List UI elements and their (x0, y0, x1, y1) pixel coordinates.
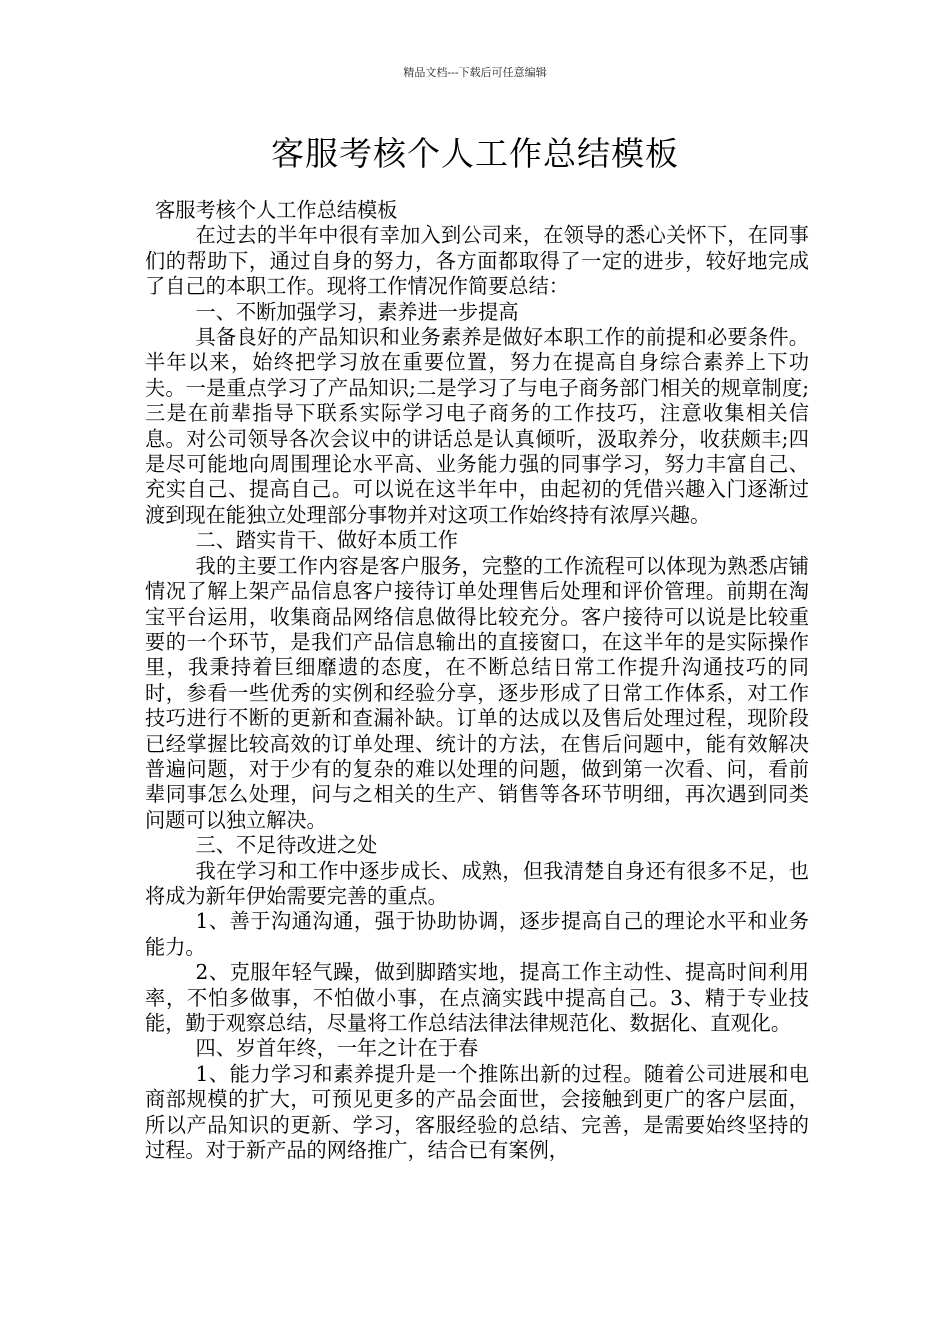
section-heading-1: 一、不断加强学习，素养进一步提高 (195, 299, 519, 324)
list-item-2: 2、克服年轻气躁，做到脚踏实地，提高工作主动性、提高时间利用率，不怕多做事，不怕做小事，在点滴实践中提高自己。3、精于专业技能，勤于观察总结，尽量将工作总结法律法律规范化、数据化、直观化。 (145, 960, 809, 1035)
document-subtitle: 客服考核个人工作总结模板 (155, 198, 398, 222)
paragraph-section-4: 1、能力学习和素养提升是一个推陈出新的过程。随着公司进展和电商部规模的扩大，可预见更多的产品会面世，会接触到更广的客户层面，所以产品知识的更新、学习，客服经验的总结、完善，是需要始终坚持的过程。对于新产品的网络推广，结合已有案例， (145, 1061, 809, 1163)
paragraph-section-1: 具备良好的产品知识和业务素养是做好本职工作的前提和必要条件。半年以来，始终把学习放在重要位置，努力在提高自身综合素养上下功夫。一是重点学习了产品知识;二是学习了与电子商务部门相关的规章制度;三是在前辈指导下联系实际学习电子商务的工作技巧，注意收集相关信息。对公司领导各次会议中的讲话总是认真倾听，汲取养分，收获颇丰;四是尽可能地向周围理论水平高、业务能力强的同事学习，努力丰富自己、充实自己、提高自己。可以说在这半年中，由起初的凭借兴趣入门逐渐过渡到现在能独立处理部分事物并对这项工作始终持有浓厚兴趣。 (145, 325, 809, 527)
paragraph-section-3: 我在学习和工作中逐步成长、成熟，但我清楚自身还有很多不足，也将成为新年伊始需要完善的重点。 (145, 858, 809, 908)
paragraph-section-2: 我的主要工作内容是客户服务，完整的工作流程可以体现为熟悉店铺情况了解上架产品信息客户接待订单处理售后处理和评价管理。前期在淘宝平台运用，收集商品网络信息做得比较充分。客户接待可以说是比较重要的一个环节，是我们产品信息输出的直接窗口，在这半年的是实际操作里，我秉持着巨细靡遗的态度，在不断总结日常工作提升沟通技巧的同时，参看一些优秀的实例和经验分享，逐步形成了日常工作体系，对工作技巧进行不断的更新和查漏补缺。订单的达成以及售后处理过程，现阶段已经掌握比较高效的订单处理、统计的方法，在售后问题中，能有效解决普遍问题，对于少有的复杂的难以处理的问题，做到第一次看、问，看前辈同事怎么处理，问与之相关的生产、销售等各环节明细，再次遇到同类问题可以独立解决。 (145, 553, 809, 832)
list-item-1: 1、善于沟通沟通，强于协助协调，逐步提高自己的理论水平和业务能力。 (145, 909, 809, 959)
document-title: 客服考核个人工作总结模板 (271, 134, 679, 173)
section-heading-3: 三、不足待改进之处 (195, 833, 378, 858)
document-body (145, 198, 809, 1163)
section-heading-4: 四、岁首年终，一年之计在于春 (195, 1036, 479, 1061)
paragraph-intro: 在过去的半年中很有幸加入到公司来，在领导的悉心关怀下，在同事们的帮助下，通过自身的努力，各方面都取得了一定的进步，较好地完成了自己的本职工作。现将工作情况作简要总结： (145, 223, 809, 299)
section-heading-2: 二、踏实肯干、做好本质工作 (195, 528, 458, 553)
page-header-note: 精品文档---下载后可任意编辑 (403, 66, 547, 79)
